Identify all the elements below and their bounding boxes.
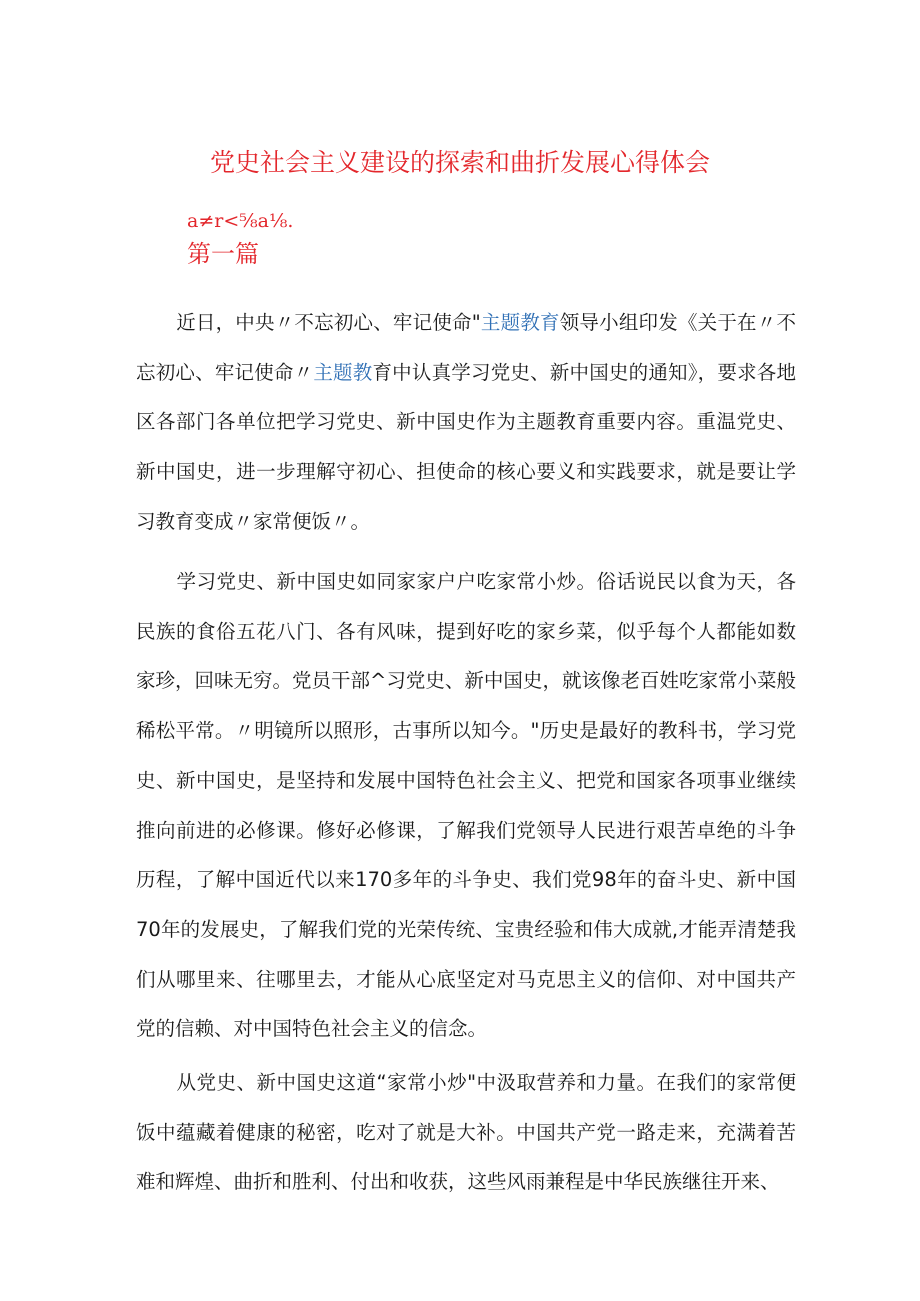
paragraph-3 bbox=[136, 1058, 796, 1207]
paragraph-text: 育中认真学习党史、新中国史的通知》，要求各地区各部门各单位把学习党史、新中国史作为主题教育重要内容。重温党史、新中国史，进一步理解守初心、担使命的核心要义和实践要求，就是要让学习教育变成〃家常便饭〃。 bbox=[136, 360, 796, 533]
topic-education-link[interactable]: 主题教 bbox=[313, 360, 373, 384]
section-heading: 第一篇 bbox=[187, 240, 259, 268]
paragraph-1 bbox=[136, 298, 796, 547]
paragraph-2 bbox=[136, 557, 796, 1054]
topic-education-link[interactable]: 主题教育 bbox=[480, 311, 560, 334]
paragraph-text: 近日，中央〃不忘初心、牢记使命" bbox=[176, 311, 481, 334]
paragraph-text: 学习党史、新中国史如同家家户户吃家常小炒。俗话说民以食为天，各民族的食俗五花八门、各有风味，提到好吃的家乡菜，似乎每个人都能如数家珍，回味无穷。党员干部^习党史、新中国史，就该像老百姓吃家常小菜般稀松平常。〃明镜所以照形，古事所以知今。"历史是最好的教科书，学习党史、新中国史，是坚持和发展中国特色社会主义、把党和国家各项事业继续推向前进的必修课。修好必修课，了解我们党领导人民进行艰苦卓绝的斗争历程，了解中国近代以来170多年的斗争史、我们党98年的奋斗史、新中国70年的发展史，了解我们党的光荣传统、宝贵经验和伟大成就,才能弄清楚我们从哪里来、往哪里去，才能从心底坚定对马克思主义的信仰、对中国共产党的信赖、对中国特色社会主义的信念。 bbox=[136, 570, 796, 1041]
document-title: 党史社会主义建设的探索和曲折发展心得体会 bbox=[209, 148, 710, 177]
paragraph-text: 从党史、新中国史这道“家常小炒"中汲取营养和力量。在我们的家常便饭中蕴藏着健康的秘密，吃对了就是大补。中国共产党一路走来，充满着苦难和辉煌、曲折和胜利、付出和收获，这些风雨兼程是中华民族继往开来、 bbox=[136, 1071, 796, 1194]
garbled-subtitle: a≠r<⅝a⅛. bbox=[187, 210, 294, 232]
paragraph-text: 领导小组印发《关于在〃不忘初心、牢记使命〃 bbox=[136, 311, 796, 384]
